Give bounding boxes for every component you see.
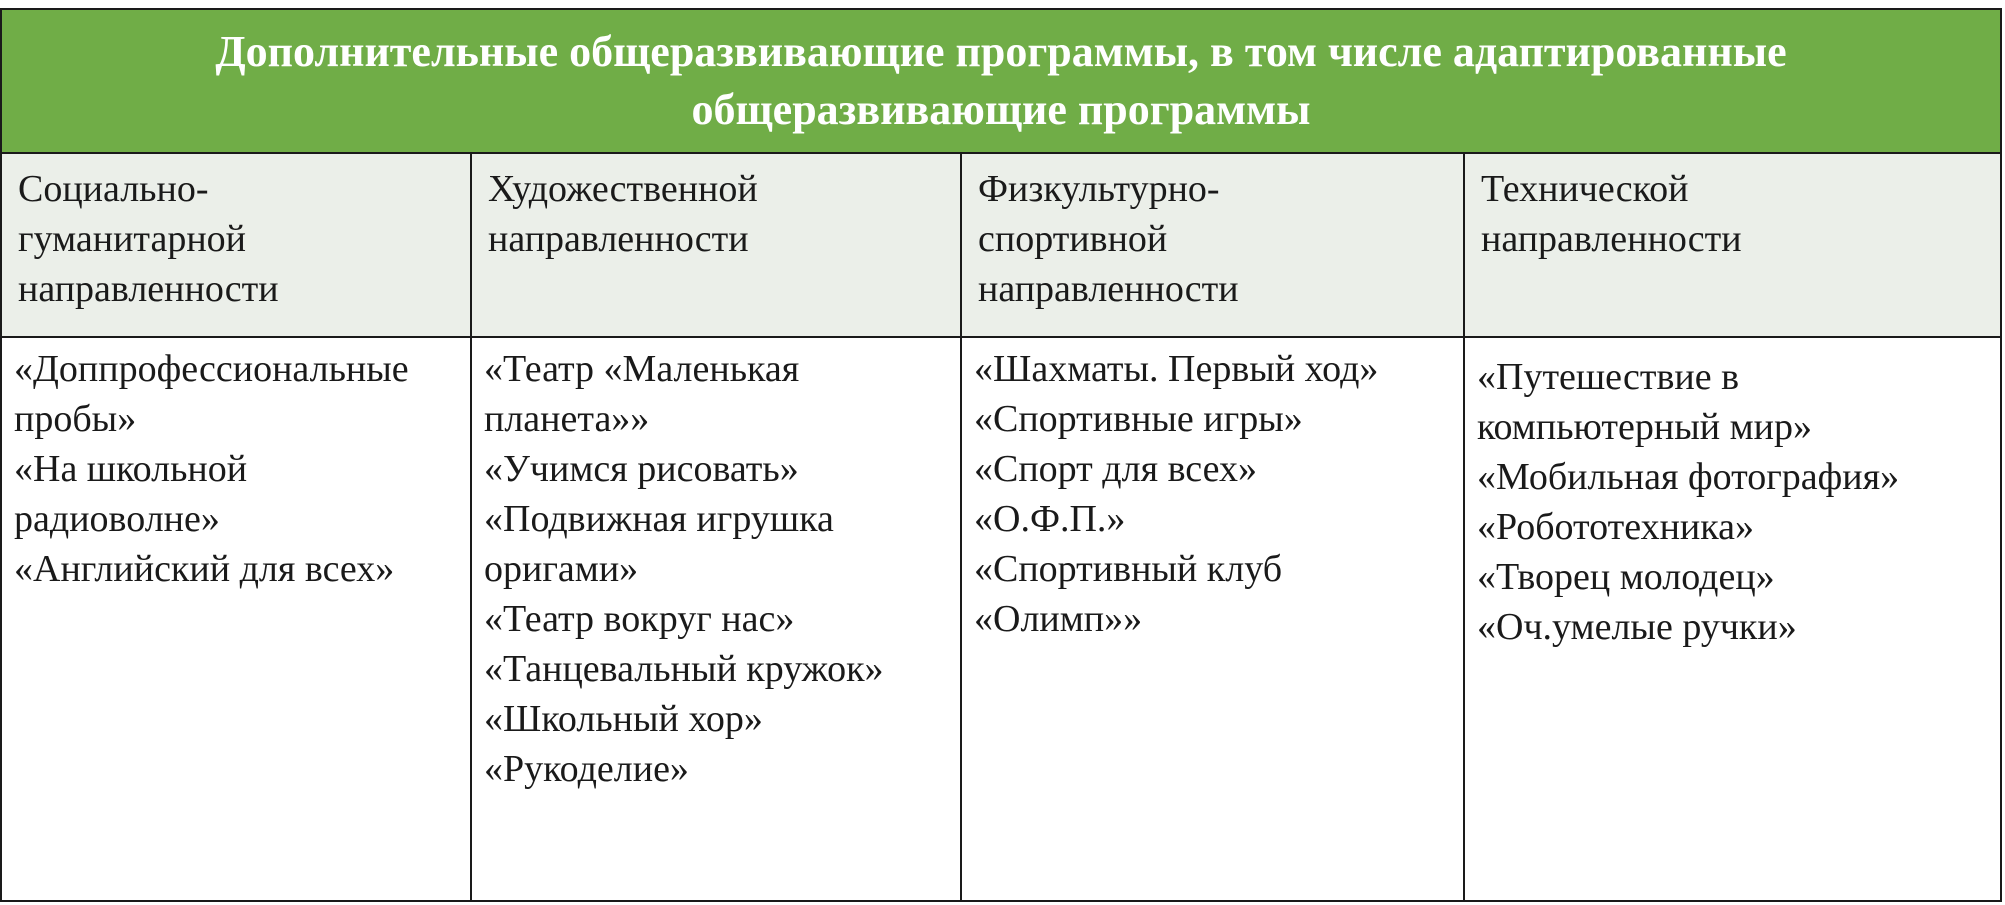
programs-grid [2,154,2000,900]
program-item: «Спорт для всех» [974,448,1257,490]
program-item: «Театр «Маленькая планета»» [484,348,800,440]
program-item: «О.Ф.П.» [974,498,1126,540]
program-item: «Театр вокруг нас» [484,598,795,640]
column-header-social: Социально- гуманитарной направленности [2,154,472,338]
program-item: «Робототехника» [1477,506,1755,548]
program-item: «Рукоделие» [484,748,689,790]
table-title [2,10,2000,154]
column-header-art: Художественной направленности [472,154,962,338]
column-items-art [472,338,962,900]
program-item: «Путешествие в компьютерный мир» [1477,356,1812,448]
program-item: «Танцевальный кружок» [484,648,884,690]
column-header-sport: Физкультурно- спортивной направленности [962,154,1465,338]
program-item: «На школьной радиоволне» [14,448,248,540]
column-items-technical [1465,338,2000,900]
program-item: «Оч.умелые ручки» [1477,606,1797,648]
table-title-text [215,23,1786,139]
program-item: «Подвижная игрушка оригами» [484,498,834,590]
program-item: «Шахматы. Первый ход» [974,348,1379,390]
program-item: «Школьный хор» [484,698,763,740]
program-item: «Мобильная фотография» [1477,456,1900,498]
program-item: «Спортивные игры» [974,398,1303,440]
program-item: «Английский для всех» [14,548,395,590]
programs-table [0,8,2002,902]
column-items-sport [962,338,1465,900]
program-item: «Творец молодец» [1477,556,1775,598]
column-header-technical: Технической направленности [1465,154,2000,338]
column-items-social [2,338,472,900]
program-item: «Доппрофессиональные пробы» [14,348,409,440]
program-item: «Учимся рисовать» [484,448,799,490]
table-title-line-2: общеразвивающие программы [691,85,1311,134]
program-item: «Спортивный клуб «Олимп»» [974,548,1283,640]
table-title-line-1: Дополнительные общеразвивающие программы, в том числе адаптированные [215,27,1787,76]
